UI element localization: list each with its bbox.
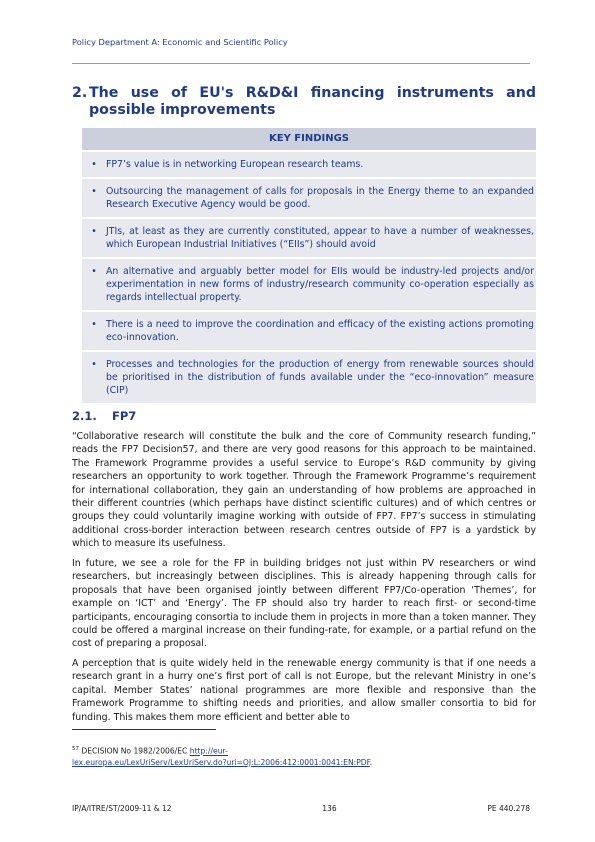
footnote-rule <box>72 729 216 730</box>
chapter-title-line-1: The use of EU's R&D&I financing instruments and <box>89 85 536 101</box>
section-heading <box>72 409 136 423</box>
bullet-icon: • <box>91 159 97 170</box>
chapter-title-text <box>89 85 536 119</box>
footnote-link-part-2[interactable]: lex.europa.eu/LexUriServ/LexUriServ.do?uri=OJ:L:2006:412:0001:0041:EN:PDF <box>72 757 370 767</box>
key-finding-text: JTIs, at least as they are currently constituted, appear to have a number of weaknesses, which European Industrial Initiatives (“EIIs”) should avoid <box>106 226 534 250</box>
chapter-title-line-2: possible improvements <box>89 102 276 118</box>
key-finding-text: There is a need to improve the coordination and efficacy of the existing actions promoting eco-innovation. <box>106 319 534 343</box>
footnote-text: DECISION No 1982/2006/EC <box>79 746 190 756</box>
footnote-number: 57 <box>72 746 79 752</box>
section-title-text: FP7 <box>112 409 137 423</box>
key-finding-item <box>82 352 536 403</box>
pe-reference: PE 440.278 <box>487 804 530 813</box>
key-finding-item <box>82 179 536 217</box>
document-reference: IP/A/ITRE/ST/2009-11 & 12 <box>72 804 172 813</box>
key-findings-box <box>82 128 536 403</box>
bullet-icon: • <box>91 266 97 277</box>
key-findings-heading: KEY FINDINGS <box>82 128 536 150</box>
bullet-icon: • <box>91 319 97 330</box>
key-finding-text: Processes and technologies for the production of energy from renewable sources should be prioritised in the distribution of funds available under the “eco-innovation” measure (CIP) <box>106 359 534 396</box>
bullet-icon: • <box>91 226 97 237</box>
key-finding-text: Outsourcing the management of calls for proposals in the Energy theme to an expanded Research Executive Agency would be good. <box>106 186 534 210</box>
footnote-end: . <box>369 757 373 767</box>
footnote-link-part-1[interactable]: http://eur- <box>189 746 228 756</box>
chapter-number: 2. <box>72 85 88 101</box>
section-number: 2.1. <box>72 409 97 423</box>
bullet-icon: • <box>91 186 97 197</box>
page-number: 136 <box>322 804 337 813</box>
key-finding-text: FP7’s value is in networking European research teams. <box>106 159 364 170</box>
key-finding-item <box>82 219 536 257</box>
bullet-icon: • <box>91 359 97 370</box>
footnote <box>72 744 536 768</box>
key-finding-item <box>82 259 536 310</box>
running-header: Policy Department A: Economic and Scientific Policy <box>72 37 288 47</box>
key-finding-item <box>82 312 536 350</box>
page-footer <box>72 804 530 813</box>
key-finding-text: An alternative and arguably better model for EIIs would be industry-led projects and/or experimentation in new forms of industry/research community co-operation especially as regards intellectual property. <box>106 266 534 303</box>
header-rule <box>72 63 530 64</box>
body-paragraph-3: A perception that is quite widely held in the renewable energy community is that if one needs a research grant in a hurry one’s first port of call is not Europe, but the relevant Ministry in one’s capital. Member States’ national programmes are more flexible and responsive than the Framework Programme to shifting needs and priorities, and allow smaller consortia to bid for funding. This makes them more efficient and better able to <box>72 658 536 723</box>
key-finding-item <box>82 152 536 177</box>
chapter-title <box>72 85 536 119</box>
body-paragraph-2: In future, we see a role for the FP in building bridges not just within PV researchers or wind researchers, but increasingly between disciplines. This is already happening through calls for proposals that have been organised jointly between different FP7/Co-operation ‘Themes’, for example on ‘ICT’ and ‘Energy’. The FP should also try harder to reach first- or second-time participants, encouraging consortia to include them in projects in more than a token manner. They could be offered a marginal increase on their funding-rate, for example, or a partial refund on the cost of preparing a proposal. <box>72 558 536 650</box>
body-paragraph-1: “Collaborative research will constitute the bulk and the core of Community research funding,” reads the FP7 Decision57, and there are very good reasons for this approach to be maintained. The Framework Programme provides a useful service to Europe’s R&D community by giving researchers an opportunity to work together. Through the Framework Programme’s requirement for international collaboration, they gain an understanding of how problems are approached in their different countries (which perhaps have distinct scientific cultures) and of which centres or groups they could voluntarily imagine working with outside of FP7. FP7’s success in stimulating additional cross-border interaction between research centres outside of FP7 is a yardstick by which to measure its usefulness. <box>72 431 536 550</box>
